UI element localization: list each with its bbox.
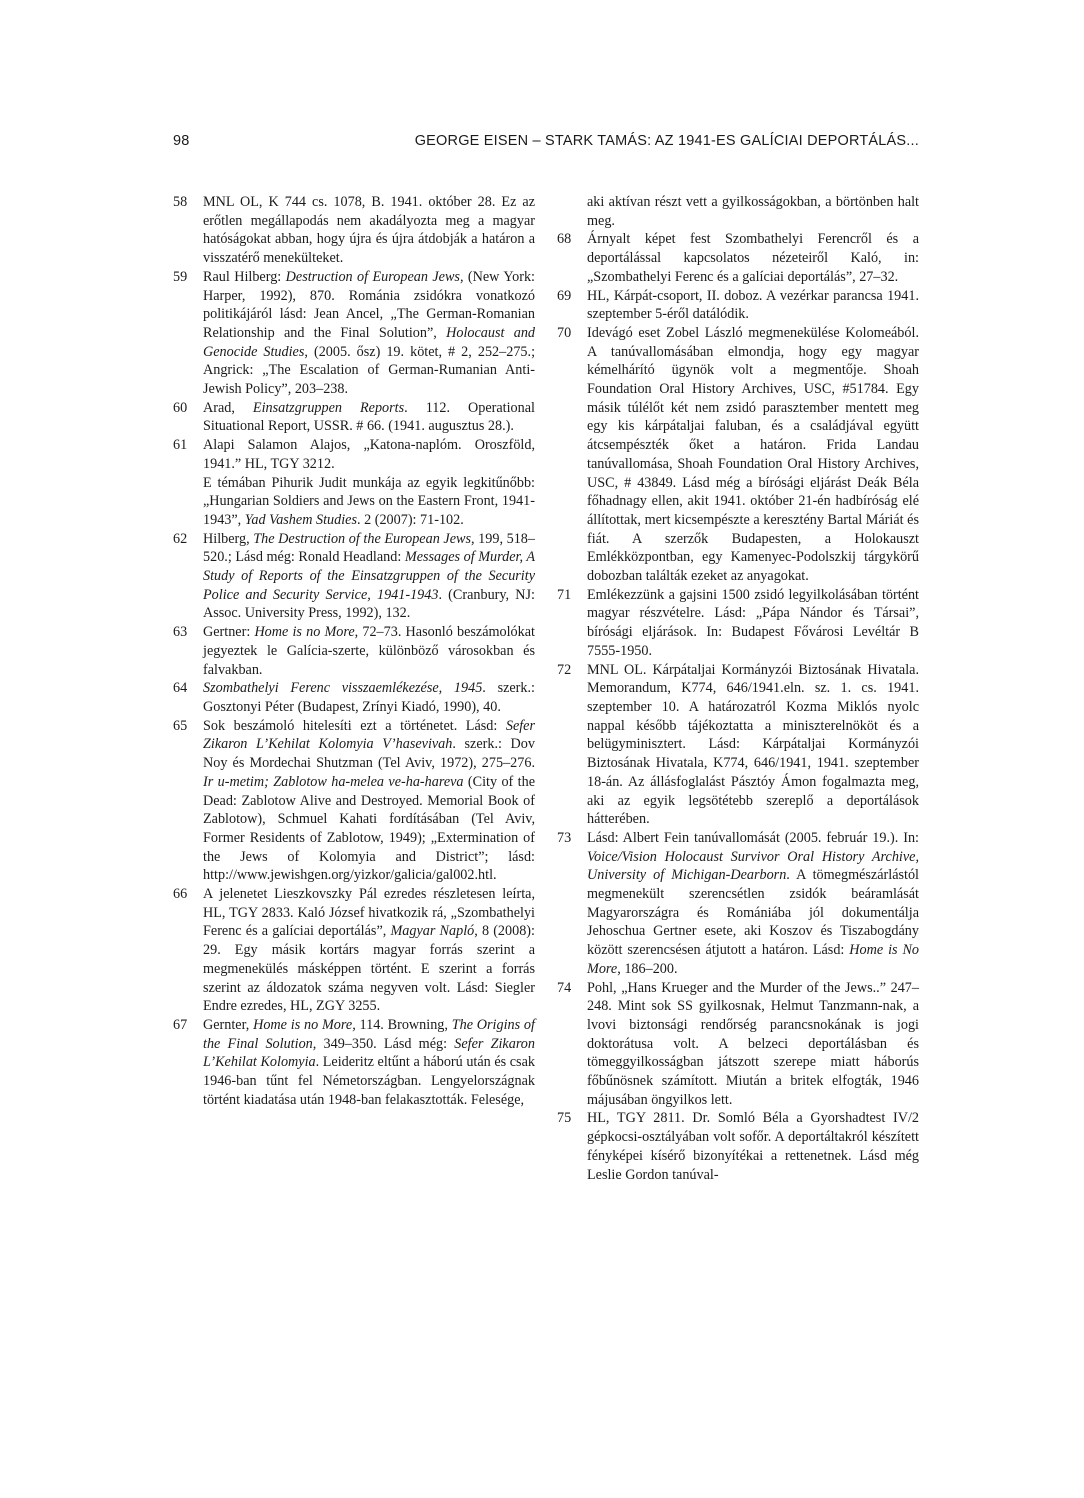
footnote-text-run: HL, TGY 2811. Dr. Somló Béla a Gyorshadtest IV/2 gépkocsi-osztályában volt sofőr. A deportáltakról készített fényképei kísérő bizonyítékai a rettenetnek. Lásd még Leslie Gordon tanúval-: [587, 1110, 919, 1183]
footnote-text-run: . 2 (2007): 71-102.: [356, 511, 464, 528]
footnote-text-run: 114. Browning,: [355, 1016, 452, 1033]
footnote-number: 61: [173, 437, 188, 454]
footnote-number: 68: [557, 231, 572, 248]
footnote-text-run: Lásd: Albert Fein tanúvallomását (2005. február 19.). In:: [587, 829, 919, 846]
footnote-text-run: A jelenetet Lieszkovszky Pál ezredes részletesen leírta, HL, TGY 2833. Kaló József hivatkozik rá, „Szombathelyi Ferenc és a galíciai deportálás”,: [203, 886, 535, 940]
footnote-number: 67: [173, 1016, 188, 1033]
footnote-italic-title: Home is No More: [587, 942, 919, 977]
footnote-text: [587, 661, 919, 829]
footnote-number: 73: [557, 829, 572, 846]
footnote-number: 75: [557, 1110, 572, 1127]
footnote-text: [203, 436, 535, 473]
footnote-text-run: . szerk.: Dov Noy és Mordechai Shutzman (Tel Aviv, 1972), 275–276.: [203, 736, 535, 772]
footnote-number: 72: [557, 661, 572, 678]
footnote-italic-title: Voice/Vision Holocaust Survivor Oral History Archive, University of Michigan-Dearborn: [587, 848, 919, 884]
footnote-text-run: Sok beszámoló hitelesíti ezt a történetet. Lásd:: [203, 717, 506, 734]
footnotes-left-column: [173, 193, 535, 1109]
footnote-text-run: E témában Pihurik Judit munkája az egyik legkitűnőbb: „Hungarian Soldiers and Jews on the Eastern Front, 1941-1943”,: [203, 474, 535, 528]
footnote-number: 70: [557, 324, 572, 341]
footnote-text-run: Arad,: [203, 399, 253, 416]
footnote-text-run: Emlékezzünk a gajsini 1500 zsidó legyilkolásában történt magyar részvételre. Lásd: „Pápa Nándor és Társai”, bírósági eljárások. In: Budapest Fővárosi Levéltár B 7555-1950.: [587, 586, 919, 659]
footnote-text: [203, 474, 535, 530]
footnote-text-run: . Leideritz eltűnt a háború után és csak 1946-ban tűnt fel Németországban. Lengyelországnak történt kiadatása után 1948-ban felakasztották. Felesége,: [203, 1054, 535, 1108]
footnote-continuation: aki aktívan részt vett a gyilkosságokban, a börtönben halt meg.: [587, 194, 919, 229]
footnote-text: [587, 829, 919, 979]
page-number: 98: [173, 133, 190, 149]
footnotes-right-list: [557, 230, 919, 1184]
footnote-number: 69: [557, 287, 572, 304]
footnote-text: [587, 979, 919, 1110]
footnote-italic-title: Holocaust and Genocide Studies: [203, 324, 536, 360]
footnote-text-run: Pohl, „Hans Krueger and the Murder of the Jews..” 247–248. Mint sok SS gyilkosnak, Helmut Tanzmann-nak, a lvovi biztonsági rendőrség parancsnokának is jogi doktorátusa volt. A belzeci deportálásban és tömeggyilkosságban játszott szerepe miatt háborús főbűnösnek számított. Miután a britek elfogták, 1946 májusában öngyilkos lett.: [587, 979, 919, 1108]
footnote-69: [557, 287, 919, 324]
footnote-text-run: (City of the Dead: Zablotow Alive and Destroyed. Memorial Book of Zablotow), Schmuel Kahati fordításában (Tel Aviv, Former Residents of Zablotow, 1949); „Extermination of the Jews of Kolomyia and District”; lásd: http://www.jewishgen.org/yizkor/galicia/gal002.htl.: [203, 773, 535, 884]
footnote-text-run: Idevágó eset Zobel László megmenekülése Kolomeából. A tanúvallomásában elmondja, hogy egy magyar kémelhárító ügynök volt a megmentője. Shoah Foundation Oral History Archives, USC, #51784. Egy másik túlélőt két nem zsidó parasztember mentett meg egy kis kárpátaljai faluban, és a családjával együtt átcsempészték őket a határon. Frida Landau tanúvallomása, Shoah Foundation Oral History Archives, USC, # 43849. Lásd még a bírósági eljárást Deák Béla főhadnagy ellen, akit 1941. október 21-én hadbíróság elé állítottak, mert kicsempészte a keresztény Bartal Máriát és fiát. A szerzők Budapesten, a Holokauszt Emlékközpontban, egy Kamenyec-Podolszkij tárgykörű dobozban találták ezeket az anyagokat.: [587, 324, 919, 585]
footnotes-right-column: [557, 193, 919, 1184]
footnote-number: 64: [173, 680, 188, 697]
footnote-text-run: 349–350. Lásd még:: [316, 1035, 455, 1052]
footnote-62: [173, 530, 535, 624]
footnote-text: [203, 717, 535, 885]
footnote-text-run: . A tömegmészárlástól megmenekült szerencsétlen zsidók beáramlását Magyarországra és Romániába jól dokumentálja Jehoschua Gertner esete, aki Koszov és Tiszabogdány között szerencsésen átjutott a határon. Lásd:: [587, 867, 919, 959]
footnote-text-run: MNL OL. Kárpátaljai Kormányzói Biztosának Hivatala. Memorandum, K774, 646/1941.eln. sz. 1. cs. 1941. szeptember 10. A határozatról Kozma Miklós nyolc nappal később tájékoztatta a miniszterelnököt és a belügyminisztert. Lásd: Kárpátaljai Kormányzói Biztosának Hivatala, K774, 646/1941, 1941. szeptember 18-án. Az állásfoglalást Pásztóy Ámon fogalmazta meg, aki az egyik legsötétebb szereplő a deportálások hátterében.: [587, 661, 919, 828]
footnote-text: [587, 287, 919, 324]
footnote-text-run: , 186–200.: [617, 960, 678, 977]
footnote-number: 74: [557, 979, 572, 996]
footnote-71: [557, 586, 919, 661]
footnote-75: [557, 1109, 919, 1184]
footnote-text: [203, 885, 535, 1016]
footnote-68: [557, 230, 919, 286]
footnote-text-run: HL, Kárpát-csoport, II. doboz. A vezérkar parancsa 1941. szeptember 5-éről datálódik.: [587, 287, 919, 323]
footnote-text-run: Gertner:: [203, 624, 255, 641]
footnote-63: [173, 623, 535, 679]
footnote-text: [203, 679, 535, 716]
footnote-70: [557, 324, 919, 586]
footnote-text-run: MNL OL, K 744 cs. 1078, B. 1941. október 28. Ez az erőtlen megállapodás nem akadályozta meg a magyar hatóságokat abban, hogy újra és újra átdobják a határon a visszatérő menekülteket.: [203, 194, 535, 267]
footnote-number: 66: [173, 886, 188, 903]
footnote-italic-title: Messages of Murder, A Study of Reports of the Einsatzgruppen of the Security Police and Security Service, 1941-1943: [203, 549, 535, 603]
running-head: GEORGE EISEN – STARK TAMÁS: AZ 1941-ES GALÍCIAI DEPORTÁLÁS...: [414, 133, 919, 149]
footnote-italic-title: Home is no More: [254, 624, 355, 641]
footnote-italic-title: Sefer Zikaron L’Kehilat Kolomyia: [203, 1035, 535, 1071]
footnote-text: [587, 1109, 919, 1184]
footnote-73: [557, 829, 919, 979]
footnote-text-run: Alapi Salamon Alajos, „Katona-naplóm. Oroszföld, 1941.” HL, TGY 3212.: [203, 437, 535, 472]
footnote-text-run: Gernter,: [203, 1016, 254, 1033]
footnote-number: 60: [173, 399, 188, 416]
footnote-text-run: Hilberg,: [203, 530, 254, 547]
footnote-number: 65: [173, 717, 188, 734]
footnote-text-run: , (2005. ősz) 19. kötet, # 2, 252–275.; Angrick: „The Escalation of German-Rumanian Anti-Jewish Policy”, 203–238.: [203, 343, 536, 398]
footnote-text: [203, 530, 535, 624]
footnote-74: [557, 979, 919, 1110]
footnote-text-run: Árnyalt képet fest Szombathelyi Ferencről és a deportálással kapcsolatos nézeteiről Kaló, in: „Szombathelyi Ferenc és a galíciai deportálás”, 27–32.: [587, 231, 919, 285]
footnote-58: [173, 193, 535, 268]
footnote-64: [173, 679, 535, 716]
footnote-text-run: , 199, 518–520.; Lásd még: Ronald Headland:: [203, 530, 535, 566]
footnote-text-run: . 112. Operational Situational Report, USSR. # 66. (1941. augusztus 28.).: [203, 399, 535, 435]
footnote-number: 58: [173, 194, 188, 210]
footnote-67: [173, 1016, 535, 1110]
footnote-italic-title: Szombathelyi Ferenc visszaemlékezése, 1945: [203, 680, 483, 697]
footnote-60: [173, 399, 535, 436]
footnote-number: 63: [173, 624, 188, 641]
footnote-59: [173, 268, 535, 399]
footnote-text: [587, 230, 919, 286]
footnote-text: [203, 268, 535, 399]
footnote-number: 59: [173, 268, 188, 285]
footnote-text: [203, 1016, 535, 1110]
footnote-italic-title: The Origins of the Final Solution,: [203, 1016, 535, 1052]
footnote-text: [203, 623, 535, 679]
footnote-italic-title: Magyar Napló: [390, 923, 475, 940]
footnote-text-run: Raul Hilberg:: [203, 268, 286, 285]
footnote-61: [173, 436, 535, 530]
footnote-65: [173, 717, 535, 885]
footnote-text-run: , (New York: Harper, 1992), 870. Románia zsidókra vonatkozó politikájáról lásd: Jean Ancel, „The German-Romanian Relationship and the Final Solution”,: [203, 268, 535, 341]
footnote-text: [587, 586, 919, 661]
footnote-text-run: . szerk.: Gosztonyi Péter (Budapest, Zrínyi Kiadó, 1990), 40.: [203, 680, 535, 715]
footnote-text: [203, 399, 535, 436]
footnote-text-run: , 8 (2008): 29. Egy másik kortárs magyar forrás szerint a megmenekülés másképpen történt. E szerint a forrás szerint az áldozatok száma negyven volt. Lásd: Siegler Endre ezredes, HL, ZGY 3255.: [203, 923, 535, 1015]
footnote-number: 62: [173, 530, 188, 547]
footnote-italic-title: Einsatzgruppen Reports: [252, 399, 405, 416]
footnote-text-run: . (Cranbury, NJ: Assoc. University Press, 1992), 132.: [203, 586, 535, 622]
footnote-66: [173, 885, 535, 1016]
footnote-italic-title: Ir u-metim; Zablotow ha-melea ve-ha-hareva: [203, 773, 464, 790]
footnote-text-run: , 72–73. Hasonló beszámolókat jegyeztek le Galícia-szerte, különböző városokban és falvakban.: [203, 624, 535, 678]
page-header: [173, 133, 919, 157]
footnote-italic-title: Yad Vashem Studies: [244, 511, 357, 528]
footnote-72: [557, 661, 919, 829]
footnote-text: [587, 324, 919, 586]
footnote-number: 71: [557, 586, 572, 603]
footnote-italic-title: Destruction of European Jews: [285, 268, 460, 285]
footnote-text: [203, 193, 535, 268]
footnote-italic-title: Home is no More,: [253, 1016, 356, 1033]
footnote-italic-title: Sefer Zikaron L’Kehilat Kolomyia V’hasevivah: [203, 717, 535, 753]
footnote-italic-title: The Destruction of the European Jews: [253, 530, 471, 547]
